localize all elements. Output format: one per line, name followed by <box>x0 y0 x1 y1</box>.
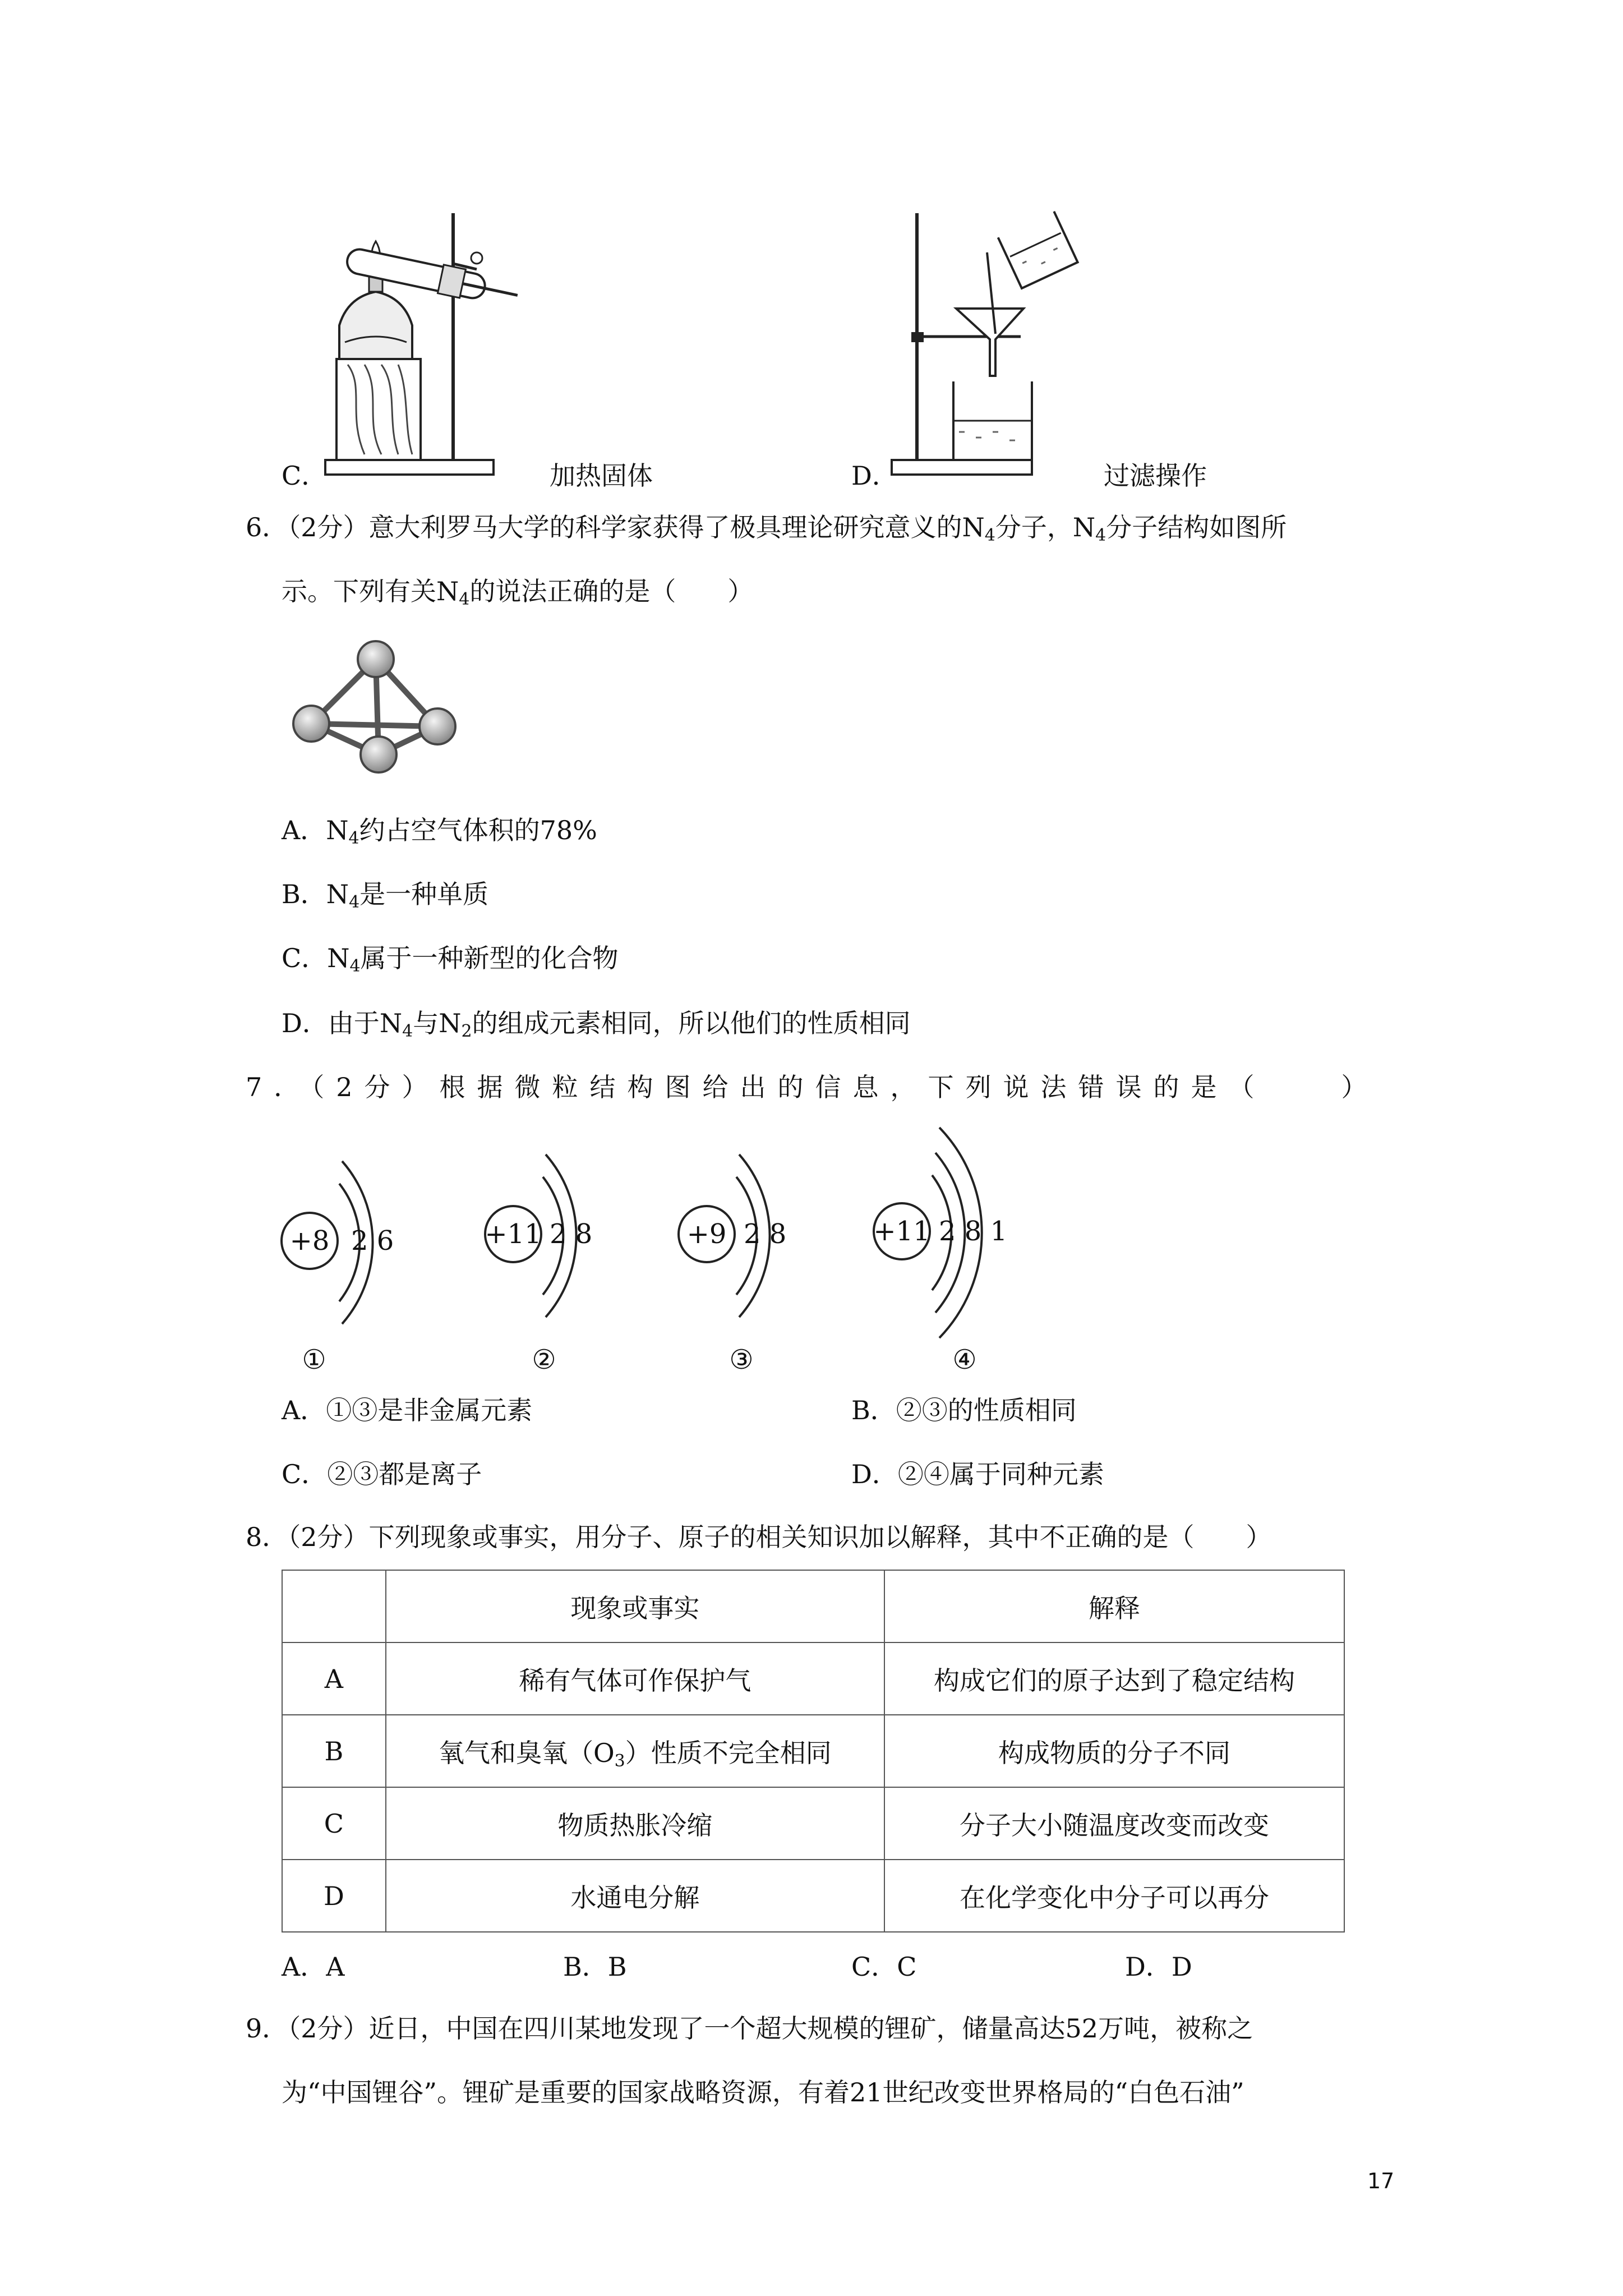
row-explanation: 分子大小随温度改变而改变 <box>884 1787 1344 1860</box>
particle-3-label: ③ <box>729 1344 754 1375</box>
q8-table <box>282 1570 1345 1932</box>
q7-option-d[interactable]: D．②④属于同种元素 <box>851 1459 1104 1489</box>
particle-1-shells: 2 6 <box>351 1225 394 1257</box>
particle-1-nucleus: +8 <box>289 1225 330 1257</box>
row-fact: 物质热胀冷缩 <box>386 1787 884 1860</box>
table-row <box>282 1787 1344 1860</box>
q5-option-d-text: 过滤操作 <box>1104 461 1207 491</box>
particle-4-shells: 2 8 1 <box>939 1216 1008 1247</box>
q5-option-d-letter[interactable]: D． <box>851 461 898 491</box>
particle-2-shells: 2 8 <box>550 1218 593 1250</box>
heating-solid-apparatus <box>314 202 561 482</box>
row-key: C <box>282 1787 386 1860</box>
table-header-cell: 解释 <box>884 1570 1344 1642</box>
row-explanation: 在化学变化中分子可以再分 <box>884 1860 1344 1932</box>
particle-1-label: ① <box>302 1344 326 1375</box>
particle-2-label: ② <box>532 1344 556 1375</box>
q6-option-b[interactable]: B．$N_4$是一种单质 <box>282 879 489 912</box>
q6-option-a[interactable]: A．$N_4$约占空气体积的78% <box>282 815 597 848</box>
q8-option-d[interactable]: D．D <box>1125 1952 1192 1982</box>
table-header-row <box>282 1570 1344 1642</box>
q7-option-b[interactable]: B．②③的性质相同 <box>851 1395 1077 1425</box>
particle-4-label: ④ <box>952 1344 977 1375</box>
n4-molecule-diagram <box>280 634 460 797</box>
q5-option-c-text: 加热固体 <box>550 461 653 491</box>
particle-3-nucleus: +9 <box>686 1218 727 1250</box>
q6-stem-line1: 6．（2分）意大利罗马大学的科学家获得了极具理论研究意义的$N_4$分子，$N_4$分子结构如图所 <box>246 512 1287 545</box>
q5-option-c-letter[interactable]: C． <box>282 461 328 491</box>
table-row <box>282 1642 1344 1715</box>
q8-option-a[interactable]: A．A <box>282 1952 345 1982</box>
row-fact: 氧气和臭氧$(O_3)$性质不完全相同 <box>386 1715 884 1787</box>
table-row <box>282 1860 1344 1932</box>
q8-option-b[interactable]: B．B <box>563 1952 627 1982</box>
particle-3-shells: 2 8 <box>744 1218 787 1250</box>
row-explanation: 构成物质的分子不同 <box>884 1715 1344 1787</box>
particle-structure-diagrams <box>275 1122 1060 1386</box>
row-explanation: 构成它们的原子达到了稳定结构 <box>884 1642 1344 1715</box>
q7-stem: 7．（2分）根据微粒结构图给出的信息，下列说法错误的是（ ） <box>246 1072 1379 1102</box>
table-row <box>282 1715 1344 1787</box>
particle-2-nucleus: +11 <box>485 1218 542 1250</box>
row-key: D <box>282 1860 386 1932</box>
q6-option-c[interactable]: C．$N_4$属于一种新型的化合物 <box>282 943 619 976</box>
table-header-cell <box>282 1570 386 1642</box>
q8-option-c[interactable]: C．C <box>851 1952 917 1982</box>
page-number: 17 <box>1367 2169 1395 2193</box>
q8-stem: 8．（2分）下列现象或事实，用分子、原子的相关知识加以解释，其中不正确的是（ ） <box>246 1522 1272 1552</box>
q7-option-a[interactable]: A．①③是非金属元素 <box>282 1395 533 1425</box>
table-header-cell: 现象或事实 <box>386 1570 884 1642</box>
filtration-apparatus <box>875 202 1110 482</box>
q6-option-d[interactable]: D．由于$N_4$与$N_2$的组成元素相同，所以他们的性质相同 <box>282 1008 911 1041</box>
row-key: B <box>282 1715 386 1787</box>
q9-stem-line2: 为“中国锂谷”。锂矿是重要的国家战略资源，有着21世纪改变世界格局的“白色石油” <box>282 2077 1244 2108</box>
q6-stem-line2: 示。下列有关$N_4$的说法正确的是（ ） <box>282 576 754 609</box>
row-fact: 稀有气体可作保护气 <box>386 1642 884 1715</box>
row-key: A <box>282 1642 386 1715</box>
q7-option-c[interactable]: C．②③都是离子 <box>282 1459 482 1489</box>
q9-stem-line1: 9．（2分）近日，中国在四川某地发现了一个超大规模的锂矿，储量高达52万吨，被称之 <box>246 2013 1253 2044</box>
row-fact: 水通电分解 <box>386 1860 884 1932</box>
particle-4-nucleus: +11 <box>873 1216 930 1247</box>
